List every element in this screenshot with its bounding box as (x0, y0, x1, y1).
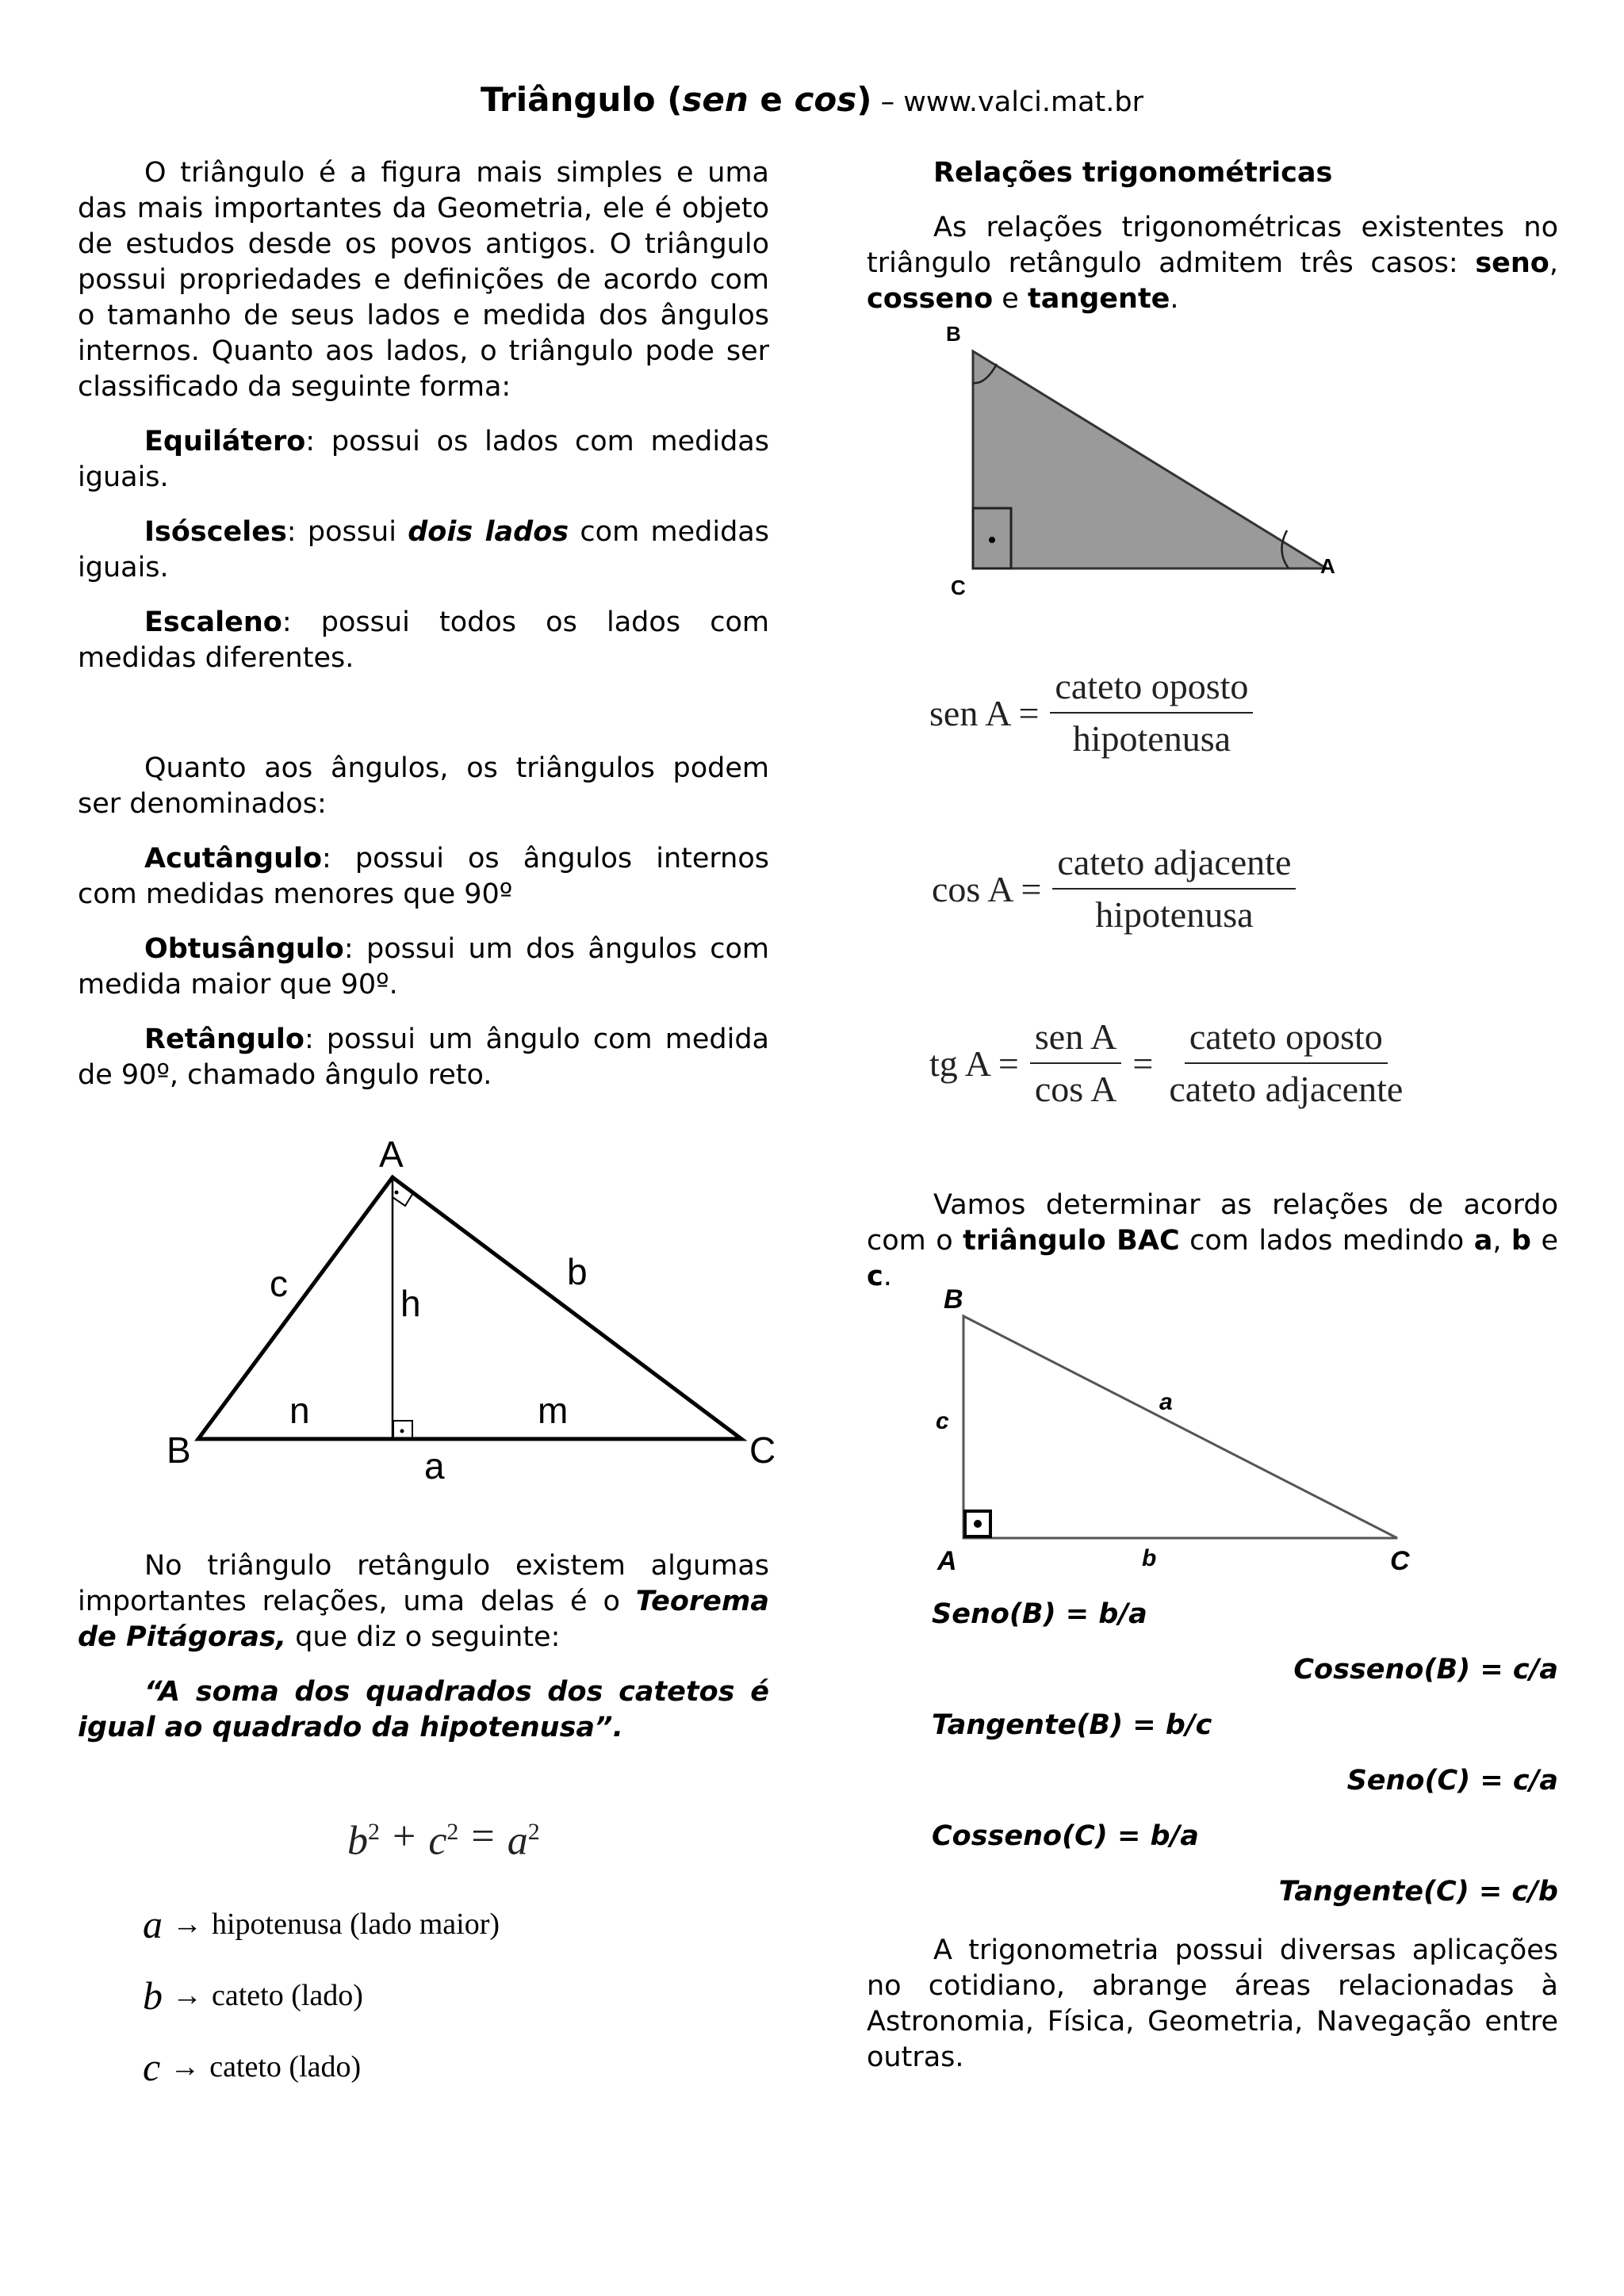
label-h: h (400, 1283, 421, 1324)
isosceles-definition: Isósceles: possui dois lados com medidas iguais. (78, 516, 769, 584)
label-B: B (946, 322, 961, 346)
legend-list (143, 1888, 500, 2103)
retangulo-definition: Retângulo: possui um ângulo com medida de 90º, chamado ângulo reto. (78, 1024, 769, 1091)
label-A: A (379, 1134, 404, 1175)
site-url: www.valci.mat.br (903, 86, 1144, 118)
label-A: A (1320, 554, 1335, 578)
label-b: b (567, 1251, 588, 1292)
label-A: A (937, 1546, 957, 1576)
label-C: C (1390, 1546, 1410, 1576)
closing-block (867, 1933, 1558, 2076)
relation-cosseno-c: Cosseno(C) = b/a (932, 1820, 1199, 1852)
pitagoras-quote: “A soma dos quadrados dos catetos é igual ao quadrado da hipotenusa”. (78, 1676, 769, 1743)
obtusangulo-definition: Obtusângulo: possui um dos ângulos com medida maior que 90º. (78, 933, 769, 1001)
label-m: m (538, 1390, 569, 1431)
tg-formula: tg A = $\frac{\text{sen A}}{\text{cos A}}$ = $\frac{\text{cateto oposto}}{\text{cateto adjacente}}$ (929, 1016, 1404, 1109)
triangle-fill (973, 351, 1327, 568)
label-a: a (1159, 1389, 1173, 1415)
height-triangle-diagram (159, 1126, 809, 1490)
trig-intro: As relações trigonométricas existentes no triângulo retângulo admitem três casos: seno, cosseno e tangente. (867, 212, 1558, 315)
intro-paragraph: O triângulo é a figura mais simples e uma das mais importantes da Geometria, ele é objeto de estudos desde os povos antigos. O triângulo possui propriedades e definições de acordo com o tamanho de seus lados e medida dos ângulos internos. Quanto aos lados, o triângulo pode ser classificado da seguinte forma: (78, 157, 769, 403)
triangle-outline (198, 1177, 741, 1439)
legend-item: c → cateto (lado) (143, 2044, 362, 2089)
escaleno-definition: Escaleno: possui todos os lados com medidas diferentes. (78, 607, 769, 674)
label-a: a (424, 1445, 445, 1487)
cos-formula: cos A = $\frac{\text{cateto adjacente}}{\text{hipotenusa}}$ (932, 840, 1296, 937)
pitagoras-intro: No triângulo retângulo existem algumas importantes relações, uma delas é o Teorema de Pitágoras, que diz o seguinte: (78, 1550, 769, 1653)
sen-formula: sen A = $\frac{\text{cateto oposto}}{\text{hipotenusa}}$ (929, 664, 1253, 761)
section-heading: Relações trigonométricas (933, 157, 1333, 189)
equilatero-definition: Equilátero: possui os lados com medidas iguais. (78, 426, 769, 493)
relation-cosseno-b: Cosseno(B) = c/a (1293, 1654, 1558, 1686)
pitagoras-section (78, 1548, 769, 1746)
relation-tangente-c: Tangente(C) = c/b (1278, 1876, 1558, 1908)
left-column (78, 155, 769, 1093)
label-c: c (270, 1263, 288, 1304)
right-column-top (867, 155, 1558, 317)
page-title: Triângulo (sen e cos) – www.valci.mat.br (480, 80, 1144, 119)
relations-list (932, 1597, 1558, 1930)
label-n: n (289, 1390, 310, 1431)
triangle-outline (963, 1316, 1397, 1538)
legend-item: b → cateto (lado) (143, 1973, 363, 2018)
label-c: c (936, 1408, 949, 1434)
closing-paragraph: A trigonometria possui diversas aplicações no cotidiano, abrange áreas relacionadas à Astronomia, Física, Geometria, Navegação entre outras. (867, 1934, 1558, 2073)
pitagoras-formula: $b^2$ + $c^2$ = $a^2$ (347, 1813, 540, 1864)
legend-item: a → hipotenusa (lado maior) (143, 1901, 500, 1946)
acutangulo-definition: Acutângulo: possui os ângulos internos com medidas menores que 90º (78, 843, 769, 910)
gray-right-triangle (940, 321, 1384, 607)
angles-intro: Quanto aos ângulos, os triângulos podem ser denominados: (78, 752, 769, 820)
label-B: B (944, 1284, 963, 1314)
relation-seno-c: Seno(C) = c/a (1346, 1765, 1558, 1797)
bac-triangle-diagram (928, 1276, 1435, 1578)
label-B: B (167, 1429, 191, 1471)
bac-intro: Vamos determinar as relações de acordo com o triângulo BAC com lados medindo a, b e c. (867, 1189, 1558, 1292)
relation-seno-b: Seno(B) = b/a (932, 1598, 1147, 1630)
label-C: C (749, 1429, 776, 1471)
label-C: C (951, 576, 966, 599)
relation-tangente-b: Tangente(B) = b/c (932, 1709, 1212, 1741)
label-b: b (1142, 1545, 1157, 1571)
